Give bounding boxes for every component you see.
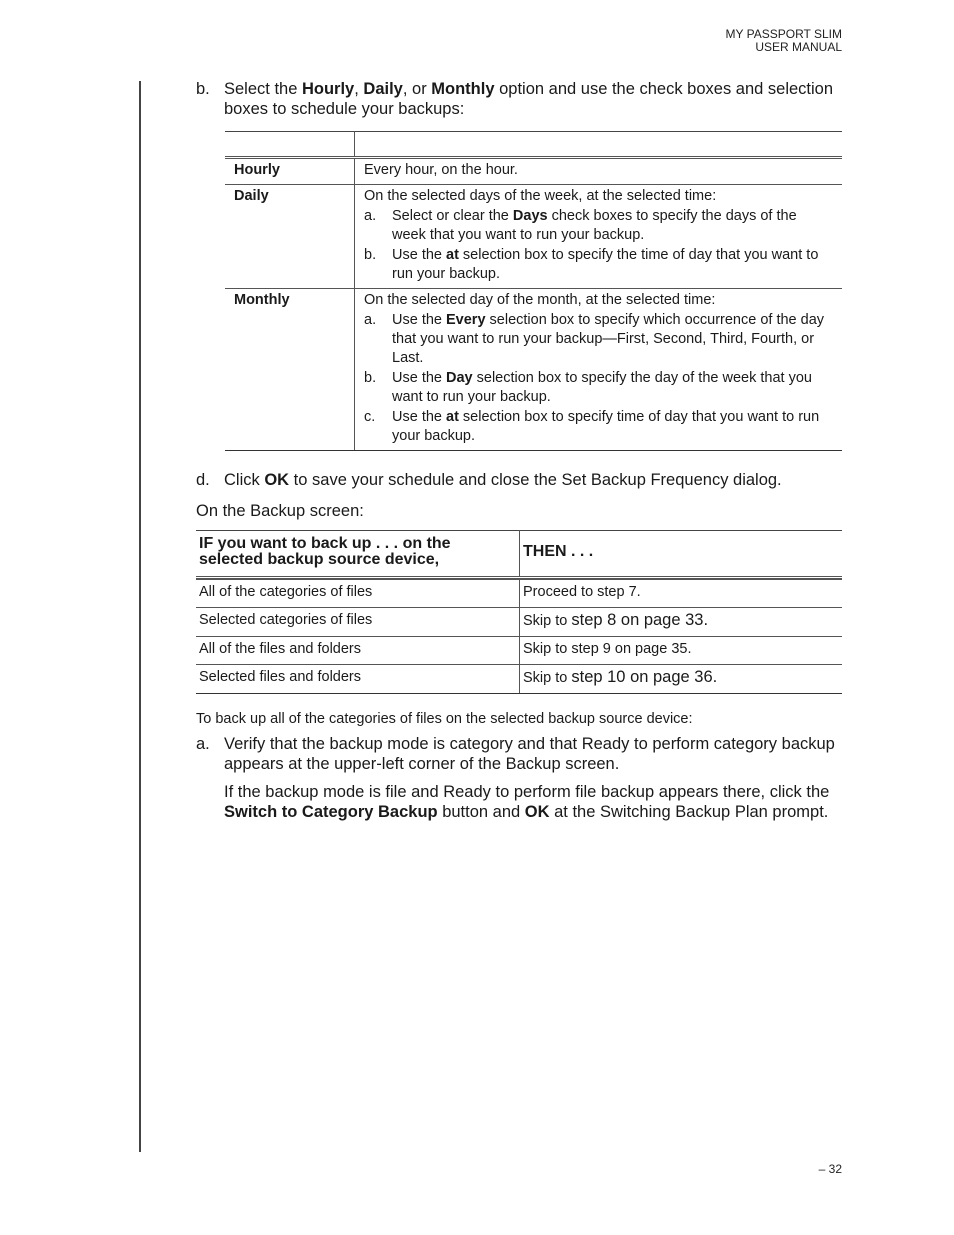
table-header-row	[196, 531, 842, 578]
step-10-link[interactable]: step 10 on page 36.	[571, 668, 718, 686]
row-then: Skip to step 10 on page 36.	[520, 665, 843, 694]
sub-step: a. Select or clear the Days check boxes to specify the days of the week that you want to run your backup.	[364, 208, 797, 243]
step-marker: a.	[196, 735, 210, 753]
row-if: Selected files and folders	[196, 665, 520, 694]
row-then: Skip to step 8 on page 33.	[520, 608, 843, 637]
option-desc-monthly: On the selected day of the month, at the selected time: a. Use the Every selection box to specify which occurrence of the day that you want to run your backup—First, Second, Third, Fourth, or Last. b. Use the Day selection box to specify the day of the week that you want to run your backup. c. Use the at selection box to specify time of day that you want to run your backup.	[355, 289, 843, 451]
header-doc: USER MANUAL	[755, 40, 842, 54]
table-row	[225, 185, 842, 289]
sub-step: a. Use the Every selection box to specify which occurrence of the day that you want to run your backup—First, Second, Third, Fourth, or Last.	[364, 312, 825, 366]
row-if: Selected categories of files	[196, 608, 520, 637]
table-row	[196, 637, 842, 665]
step-a	[196, 734, 836, 822]
step-text: Select the Hourly, Daily, or Monthly option and use the check boxes and selection boxes to schedule your backups:	[224, 80, 834, 118]
header-if: IF you want to back up . . . on the selected backup source device,	[196, 531, 520, 578]
categories-intro: To back up all of the categories of files on the selected backup source device:	[196, 711, 693, 727]
schedule-options-table	[225, 131, 842, 451]
step-text: Verify that the backup mode is category and that Ready to perform category backup appears at the upper-left corner of the Backup screen.	[224, 735, 835, 773]
option-label-hourly: Hourly	[225, 159, 355, 185]
table-header-row	[225, 132, 842, 158]
on-backup-screen-label: On the Backup screen:	[196, 502, 364, 520]
step-marker: b.	[196, 80, 210, 98]
margin-rule	[139, 81, 141, 1152]
sub-step: c. Use the at selection box to specify time of day that you want to run your backup.	[364, 409, 820, 444]
header-product: MY PASSPORT SLIM	[725, 27, 842, 41]
backup-choice-table	[196, 530, 842, 694]
option-desc-daily: On the selected days of the week, at the selected time: a. Select or clear the Days check boxes to specify the days of the week that you want to run your backup. b. Use the at selection box to specify the time of day that you want to run your backup.	[355, 185, 843, 289]
row-then: Skip to step 9 on page 35.	[520, 637, 843, 665]
table-row	[196, 608, 842, 637]
row-then: Proceed to step 7.	[520, 580, 843, 608]
step-8-link[interactable]: step 8 on page 33.	[571, 611, 709, 629]
table-row	[196, 665, 842, 694]
running-header	[726, 28, 842, 54]
step-followup-text: If the backup mode is file and Ready to perform file backup appears there, click the Switch to Category Backup button and OK at the Switching Backup Plan prompt.	[224, 783, 830, 821]
sub-step: b. Use the at selection box to specify the time of day that you want to run your backup.	[364, 247, 819, 282]
table-row	[225, 289, 842, 451]
option-label-monthly: Monthly	[225, 289, 355, 451]
step-b	[196, 79, 836, 119]
table-row	[196, 580, 842, 608]
step-d	[196, 470, 842, 490]
step-text: Click OK to save your schedule and close the Set Backup Frequency dialog.	[224, 471, 782, 489]
option-label-daily: Daily	[225, 185, 355, 289]
row-if: All of the files and folders	[196, 637, 520, 665]
header-then: THEN . . .	[520, 531, 843, 578]
sub-step: b. Use the Day selection box to specify the day of the week that you want to run your backup.	[364, 370, 812, 405]
page-number: – 32	[818, 1162, 842, 1176]
table-row	[225, 159, 842, 185]
row-if: All of the categories of files	[196, 580, 520, 608]
step-marker: d.	[196, 471, 210, 489]
option-desc-hourly: Every hour, on the hour.	[355, 159, 843, 185]
